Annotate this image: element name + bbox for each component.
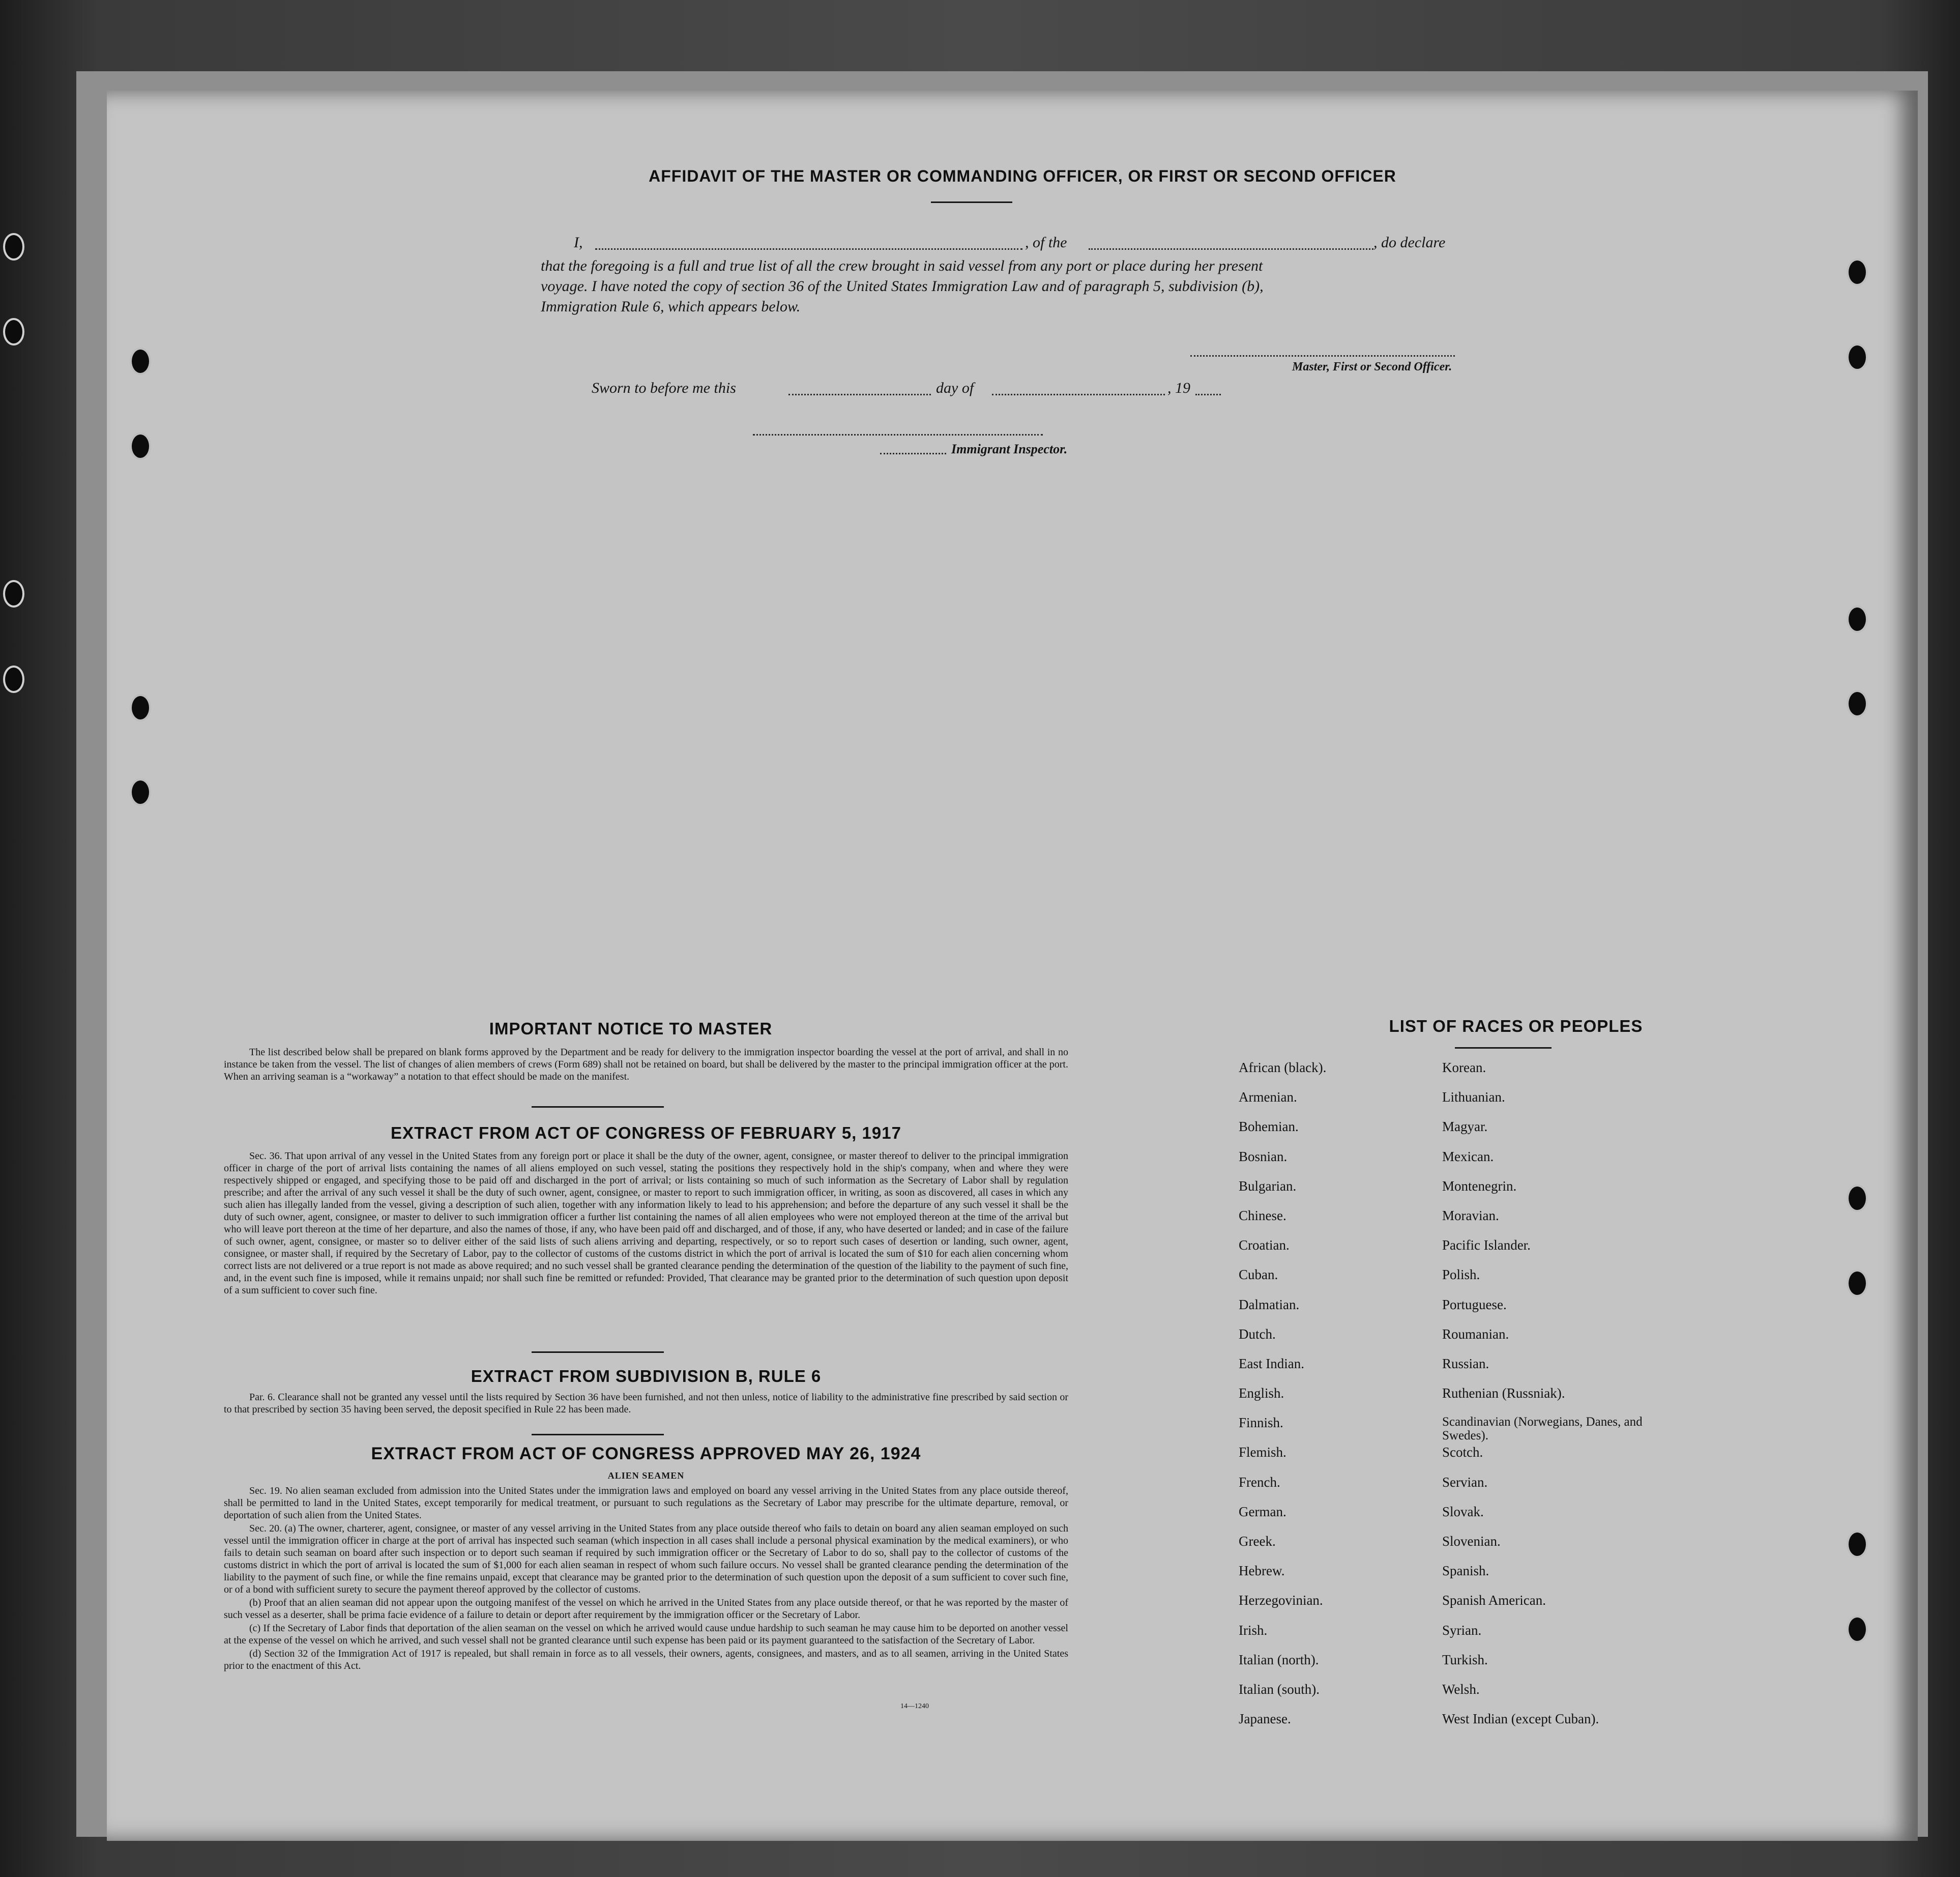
declarant-label: I,	[574, 234, 583, 251]
extract-1924-text	[224, 1485, 1068, 1673]
par-6-paragraph: Par. 6. Clearance shall not be granted any vessel until the lists required by Section 36 have been furnished, and not then unless, notice of liability to the administrative fine prescribed by said section or to that prescribed by section 35 having been served, the deposit specified in Rule 22 has been made.	[224, 1392, 1068, 1415]
extract-1924-title: EXTRACT FROM ACT OF CONGRESS APPROVED MAY 26, 1924	[371, 1444, 921, 1463]
punch-hole	[1847, 1615, 1868, 1643]
race-item: Croatian.	[1239, 1237, 1290, 1253]
declaration-line-2: voyage. I have noted the copy of section 36 of the United States Immigration Law and of paragraph 5, subdivision (b),	[541, 278, 1264, 295]
sec-20d-paragraph: (d) Section 32 of the Immigration Act of 1917 is repealed, but shall remain in force as to all vessels, their owners, agents, consignees, and masters, and as to all seamen, arriving in the United States prior to the enactment of this Act.	[224, 1648, 1068, 1671]
binder-hole	[3, 580, 24, 608]
race-item: French.	[1239, 1474, 1280, 1490]
declaration-line-3: Immigration Rule 6, which appears below.	[541, 298, 801, 315]
form-number: 14—1240	[900, 1702, 929, 1710]
race-item: Mexican.	[1442, 1148, 1494, 1164]
races-list-left	[1239, 1060, 1432, 1741]
punch-hole	[1847, 1185, 1868, 1212]
binder-hole	[3, 666, 24, 693]
race-item: Dalmatian.	[1239, 1296, 1300, 1312]
master-signature-label: Master, First or Second Officer.	[1292, 360, 1452, 373]
race-item: Portuguese.	[1442, 1296, 1507, 1312]
section-rule	[532, 1351, 664, 1353]
races-title-rule	[1455, 1047, 1552, 1049]
race-item: Turkish.	[1442, 1652, 1488, 1667]
master-signature-field[interactable]	[1190, 355, 1455, 357]
race-item: Italian (south).	[1239, 1681, 1320, 1697]
sworn-label: Sworn to before me this	[592, 380, 736, 396]
race-item: English.	[1239, 1385, 1284, 1401]
binder-hole	[3, 318, 24, 345]
race-item: Bosnian.	[1239, 1148, 1288, 1164]
day-of-label: day of	[936, 380, 974, 396]
race-item: Greek.	[1239, 1534, 1276, 1549]
section-rule	[532, 1434, 664, 1435]
extract-rule6-title: EXTRACT FROM SUBDIVISION B, RULE 6	[471, 1367, 822, 1385]
race-item: Moravian.	[1442, 1207, 1499, 1223]
race-item: Finnish.	[1239, 1415, 1283, 1431]
inspector-dots	[880, 453, 946, 454]
form-page	[107, 91, 1918, 1841]
inspector-signature-field[interactable]	[753, 434, 1043, 436]
race-item: Polish.	[1442, 1267, 1480, 1283]
race-item: Bohemian.	[1239, 1119, 1299, 1135]
punch-hole	[1847, 605, 1868, 633]
race-item: East Indian.	[1239, 1355, 1304, 1371]
race-item: Irish.	[1239, 1622, 1268, 1638]
race-item: Roumanian.	[1442, 1326, 1509, 1342]
sec-19-paragraph: Sec. 19. No alien seaman excluded from admission into the United States under the immigration laws and employed on board any vessel arriving in the United States from any place outside thereof, shall be permitted to land in the United States, except temporarily for medical treatment, or pursuant to such regulations as the Secretary of Labor may prescribe for the ultimate departure, removal, or deportation of such alien from the United States.	[224, 1485, 1068, 1521]
race-item: Slovak.	[1442, 1504, 1484, 1519]
race-item: Russian.	[1442, 1355, 1489, 1371]
race-item: Spanish.	[1442, 1563, 1489, 1579]
title-rule	[931, 201, 1012, 203]
alien-seamen-subtitle: ALIEN SEAMEN	[607, 1470, 685, 1481]
of-the-label: , of the	[1025, 234, 1067, 251]
notice-paragraph: The list described below shall be prepared on blank forms approved by the Department and be ready for delivery to the immigration inspector boarding the vessel at the port of arrival, and shall in no instance be taken from the vessel. The list of changes of alien members of crews (Form 689) shall not be retained on board, but shall be delivered by the master to the principal immigration officer at the port. When an arriving seaman is a “workaway” a notation to that effect should be made on the manifest.	[224, 1047, 1068, 1082]
affidavit-title: AFFIDAVIT OF THE MASTER OR COMMANDING OFFICER, OR FIRST OR SECOND OFFICER	[649, 167, 1396, 185]
year-label: , 19	[1167, 380, 1190, 396]
sworn-month-field[interactable]	[992, 394, 1165, 395]
race-item: Scandinavian (Norwegians, Danes, and Swedes).	[1442, 1415, 1643, 1443]
race-item: Pacific Islander.	[1442, 1237, 1531, 1253]
race-item: Magyar.	[1442, 1119, 1488, 1135]
race-item: Cuban.	[1239, 1267, 1278, 1283]
declarant-name-field[interactable]	[595, 248, 1022, 250]
notice-text	[224, 1046, 1068, 1084]
punch-hole	[1847, 258, 1868, 286]
punch-hole	[130, 348, 151, 375]
race-item: Dutch.	[1239, 1326, 1276, 1342]
race-item: West Indian (except Cuban).	[1442, 1711, 1599, 1727]
race-item: Japanese.	[1239, 1711, 1291, 1727]
race-item: Syrian.	[1442, 1622, 1482, 1638]
extract-rule6-text	[224, 1391, 1068, 1417]
race-item: Flemish.	[1239, 1445, 1286, 1460]
race-item: Servian.	[1442, 1474, 1488, 1490]
punch-hole	[130, 778, 151, 806]
race-item: Korean.	[1442, 1060, 1486, 1075]
sec-20b-paragraph: (b) Proof that an alien seaman did not appear upon the outgoing manifest of the vessel on which he arrived in the United States from any place outside thereof, or that he was reported by the master of such vessel as a deserter, shall be prima facie evidence of a failure to detain or deport after requirement by the immigration officer or the Secretary of Labor.	[224, 1597, 1068, 1621]
race-item: Welsh.	[1442, 1681, 1480, 1697]
race-item: Montenegrin.	[1442, 1178, 1517, 1194]
notice-title: IMPORTANT NOTICE TO MASTER	[489, 1019, 773, 1038]
punch-hole	[130, 432, 151, 460]
race-item: Herzegovinian.	[1239, 1593, 1323, 1608]
punch-hole	[1847, 343, 1868, 371]
races-title: LIST OF RACES OR PEOPLES	[1389, 1017, 1643, 1035]
inspector-label: Immigrant Inspector.	[951, 442, 1068, 456]
extract-1917-text	[224, 1150, 1068, 1297]
race-item: Chinese.	[1239, 1207, 1286, 1223]
race-item: African (black).	[1239, 1060, 1327, 1075]
do-declare-label: , do declare	[1373, 234, 1446, 251]
race-item: Bulgarian.	[1239, 1178, 1297, 1194]
declaration-line-1: that the foregoing is a full and true list of all the crew brought in said vessel from any port or place during her present	[541, 257, 1263, 274]
race-item: Lithuanian.	[1442, 1089, 1505, 1105]
vessel-name-field[interactable]	[1089, 248, 1373, 250]
race-item: German.	[1239, 1504, 1286, 1519]
race-item: Scotch.	[1442, 1445, 1483, 1460]
race-item: Italian (north).	[1239, 1652, 1319, 1667]
race-item: Ruthenian (Russniak).	[1442, 1385, 1565, 1401]
races-list-right	[1442, 1060, 1676, 1741]
sec-36-paragraph: Sec. 36. That upon arrival of any vessel in the United States from any foreign port or place it shall be the duty of the owner, agent, consignee, or master thereof to deliver to the principal immigration officer in charge of the port of arrival lists containing the names of all aliens employed on such vessel, stating the positions they respectively hold in the ship's company, when and where they were respectively shipped or engaged, and specifying those to be paid off and discharged in the port of arrival; or lists containing so much of such information as the Secretary of Labor shall by regulation prescribe; and after the arrival of any such vessel it shall be the duty of such owner, agent, consignee, or master to report to such immigration officer, in writing, as soon as discovered, all cases in which any such alien has illegally landed from the vessel, giving a description of such alien, together with any information likely to lead to his apprehension; and before the departure of any such vessel it shall be the duty of such owner, agent, consignee, or master to deliver to such immigration officer a further list containing the names of all alien employees who were not employed thereon at the time of the arrival but who will leave port thereon at the time of her departure, and also the names of those, if any, who have been paid off and discharged, and of those, if any, who have deserted or landed; and in case of the failure of such owner, agent, consignee, or master so to deliver either of the said lists of such aliens arriving and departing, respectively, or so to report such cases of desertion or landing, such owner, agent, consignee, or master shall, if required by the Secretary of Labor, pay to the collector of customs of the customs district in which the port of arrival is located the sum of $10 for each alien concerning whom correct lists are not delivered or a true report is not made as above required; and no such vessel shall be granted clearance pending the determination of the question of the liability to the payment of such fine, and, in the event such fine is imposed, while it remains unpaid; nor shall such fine be remitted or refunded: Provided, That clearance may be granted prior to the determination of such question upon deposit of a sum sufficient to cover such fine.	[224, 1150, 1068, 1296]
sworn-year-field[interactable]	[1195, 394, 1221, 395]
sec-20c-paragraph: (c) If the Secretary of Labor finds that deportation of the alien seaman on the vessel on which he arrived would cause undue hardship to such seaman he may cause him to be deported on another vessel at the expense of the vessel on which he arrived, and such vessel shall not be granted clearance until such expense has been paid or its payment guaranteed to the satisfaction of the Secretary of Labor.	[224, 1623, 1068, 1646]
race-item: Slovenian.	[1442, 1534, 1501, 1549]
binder-hole	[3, 233, 24, 261]
extract-1917-title: EXTRACT FROM ACT OF CONGRESS OF FEBRUARY 5, 1917	[391, 1123, 901, 1142]
race-item: Spanish American.	[1442, 1593, 1546, 1608]
punch-hole	[1847, 1269, 1868, 1297]
sec-20a-paragraph: Sec. 20. (a) The owner, charterer, agent, consignee, or master of any vessel arriving in the United States from any place outside thereof who fails to detain on board any alien seaman employed on such vessel until the immigration officer in charge at the port of arrival has inspected such seaman (which inspection in all cases shall include a personal physical examination by the medical examiners), or who fails to detain such seaman on board after such inspection or to deport such seaman if required by such immigration officer or the Secretary of Labor to do so, shall pay to the collector of customs of the customs district in which the port of arrival is located the sum of $1,000 for each alien seaman in respect of whom such failure occurs. No vessel shall be granted clearance pending the determination of the liability to the payment of such fine, or while the fine remains unpaid, except that clearance may be granted prior to the determination of such question upon the deposit of a sum sufficient to cover such fine, or of a bond with sufficient surety to secure the payment thereof approved by the collector of customs.	[224, 1523, 1068, 1595]
race-item: Hebrew.	[1239, 1563, 1285, 1579]
punch-hole	[1847, 1531, 1868, 1558]
punch-hole	[1847, 690, 1868, 717]
sworn-day-field[interactable]	[788, 394, 931, 395]
section-rule	[532, 1106, 664, 1108]
race-item: Armenian.	[1239, 1089, 1297, 1105]
punch-hole	[130, 694, 151, 721]
